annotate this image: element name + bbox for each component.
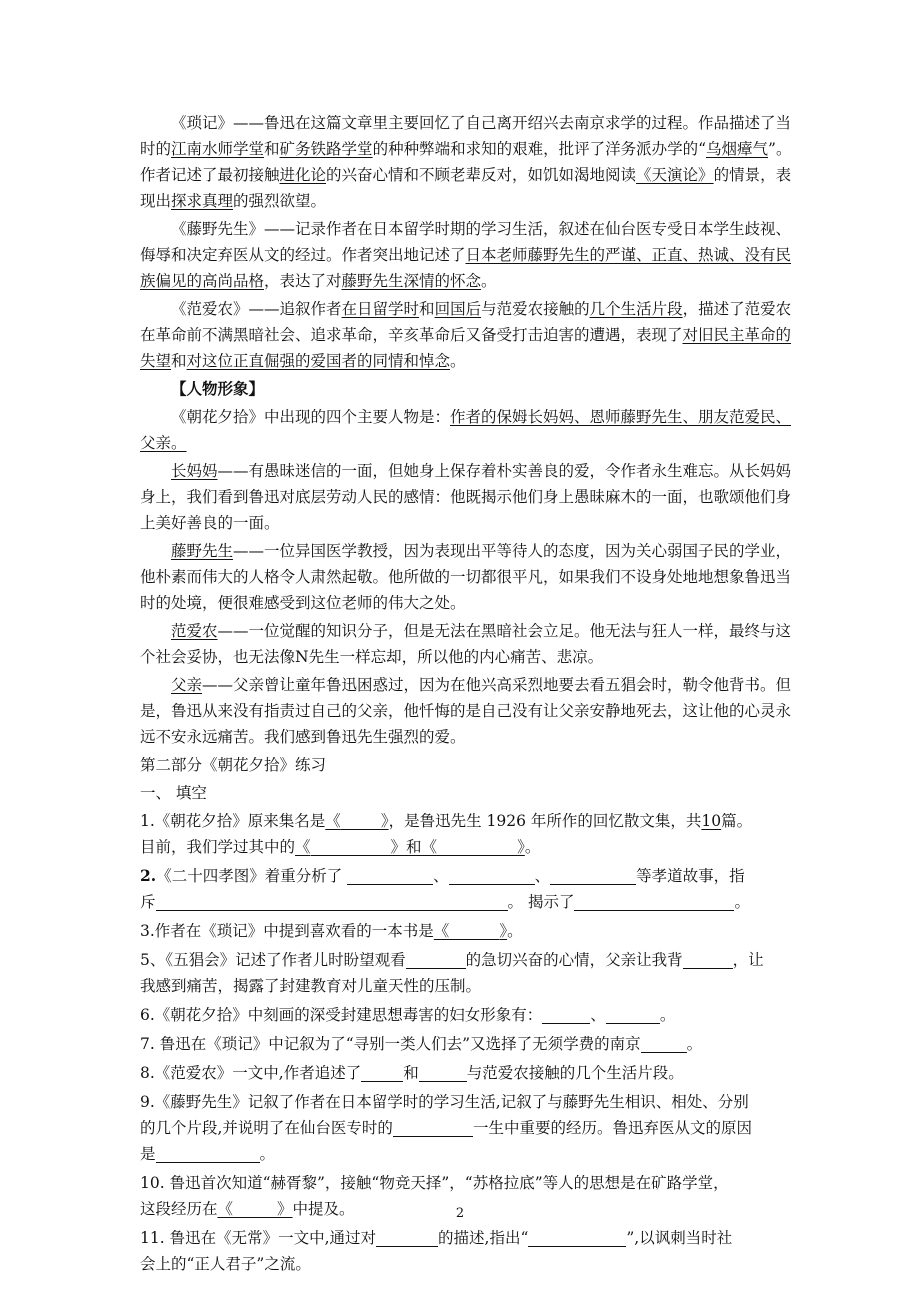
answer-blank[interactable] — [347, 866, 433, 885]
answer-blank[interactable] — [449, 866, 535, 885]
answer-blank[interactable] — [528, 1228, 626, 1247]
character-changmama: 长妈妈——有愚昧迷信的一面，但她身上保存着朴实善良的爱，令作者永生难忘。从长妈妈身上，我们看到鲁迅对底层劳动人民的感情：他既揭示他们身上愚昧麻木的一面，也歌颂他们身上美好善良的一面。 — [140, 462, 792, 532]
question-2: 2.《二十四孝图》着重分析了 、 、 等孝道故事，指 斥 。 揭示了 。 — [140, 866, 750, 911]
answer-blank[interactable] — [683, 950, 733, 969]
answer-blank[interactable] — [606, 1005, 660, 1024]
question-7: 7. 鲁迅在《琐记》中记叙为了“寻别一类人们去”又选择了无须学费的南京 。 — [140, 1035, 703, 1053]
part2-title: 第二部分《朝花夕拾》练习 — [140, 756, 327, 774]
characters-intro: 《朝花夕拾》中出现的四个主要人物是：作者的保姆长妈妈、恩师藤野先生、朋友范爱民、父亲。 — [140, 408, 792, 452]
answer-blank[interactable] — [419, 1063, 467, 1082]
question-5: 5、《五猖会》记述了作者儿时盼望观看 的急切兴奋的心情，父亲让我背 ，让 我感到痛苦，揭露了封建教育对儿童天性的压制。 — [140, 951, 764, 995]
answer-blank[interactable] — [361, 1063, 403, 1082]
page-number: 2 — [455, 1206, 465, 1221]
answer-blank[interactable] — [393, 1118, 473, 1137]
answer-blank[interactable] — [311, 837, 391, 856]
work-summary-fanainong: 《范爱农》——追叙作者在日留学时和回国后与范爱农接触的几个生活片段，描述了范爱农在革命前不满黑暗社会、追求革命，辛亥革命后又备受打击迫害的遭遇，表现了对旧民主革命的失望和对这位正直倔强的爱国者的同情和悼念。 — [140, 300, 792, 370]
question-11: 11. 鲁迅在《无常》一文中,通过对 的描述,指出“ ”,以讽刺当时社 会上的“正人君子”之流。 — [140, 1229, 733, 1273]
answer-blank[interactable] — [437, 837, 517, 856]
page-content — [140, 110, 792, 1280]
answer-blank[interactable] — [376, 1228, 438, 1247]
answer-blank[interactable] — [341, 811, 381, 830]
question-10: 10. 鲁迅首次知道“赫胥黎”，接触“物竞天择”，“苏格拉底”等人的思想是在矿路学堂， 这段经历在《 》中提及。 — [140, 1174, 729, 1218]
answer-blank[interactable] — [574, 892, 734, 911]
work-summary-tengye: 《藤野先生》——记录作者在日本留学时期的学习生活，叙述在仙台医专受日本学生歧视、侮辱和决定弃医从文的经过。作者突出地记述了日本老师藤野先生的严谨、正直、热诚、没有民族偏见的高尚品格，表达了对藤野先生深情的怀念。 — [140, 220, 792, 290]
answer-blank[interactable] — [641, 1034, 687, 1053]
work-summary-suoji: 《琐记》——鲁迅在这篇文章里主要回忆了自己离开绍兴去南京求学的过程。作品描述了当时的江南水师学堂和矿务铁路学堂的种种弊端和求知的艰难，批评了洋务派办学的“乌烟瘴气”。作者记述了最初接触进化论的兴奋心情和不顾老辈反对，如饥如渴地阅读《天演论》的情景，表现出探求真理的强烈欲望。 — [140, 114, 792, 210]
question-8: 8.《范爱农》一文中,作者追述了 和 与范爱农接触的几个生活片段。 — [140, 1064, 684, 1082]
answer-blank[interactable] — [156, 892, 508, 911]
answer-blank[interactable] — [550, 866, 636, 885]
answer-blank[interactable] — [406, 950, 466, 969]
answer-blank[interactable] — [449, 921, 499, 940]
section-fill-blank: 一、 填空 — [140, 784, 207, 802]
character-tengye: 藤野先生——一位异国医学教授，因为表现出平等待人的态度，因为关心弱国子民的学业，他朴素而伟大的人格令人肃然起敬。他所做的一切都很平凡，如果我们不设身处地地想象鲁迅当时的处境，便很难感受到这位老师的伟大之处。 — [140, 542, 792, 612]
question-9: 9.《藤野先生》记叙了作者在日本留学时的学习生活,记叙了与藤野先生相识、相处、分别 的几个片段,并说明了在仙台医专时的 一生中重要的经历。鲁迅弃医从文的原因 是 。 — [140, 1093, 752, 1163]
question-1: 1.《朝花夕拾》原来集名是《 》，是鲁迅先生 1926 年所作的回忆散文集，共10篇。 目前，我们学过其中的《 》和《 》。 — [140, 812, 753, 856]
question-6: 6.《朝花夕拾》中刻画的深受封建思想毒害的妇女形象有： 、 。 — [140, 1006, 676, 1024]
section-heading-characters: 【人物形象】 — [171, 379, 265, 398]
character-father: 父亲——父亲曾让童年鲁迅困惑过，因为在他兴高采烈地要去看五猖会时，勒令他背书。但是，鲁迅从来没有指责过自己的父亲，他忏悔的是自己没有让父亲安静地死去，这让他的心灵永远不安永远痛苦。我们感到鲁迅先生强烈的爱。 — [140, 676, 792, 746]
answer-blank[interactable] — [156, 1144, 260, 1163]
question-3: 3.作者在《琐记》中提到喜欢看的一本书是《 》。 — [140, 922, 523, 940]
character-fanainong: 范爱农——一位觉醒的知识分子，但是无法在黑暗社会立足。他无法与狂人一样，最终与这个社会妥协，也无法像N先生一样忘却，所以他的内心痛苦、悲凉。 — [140, 622, 792, 666]
answer-blank[interactable] — [542, 1005, 590, 1024]
